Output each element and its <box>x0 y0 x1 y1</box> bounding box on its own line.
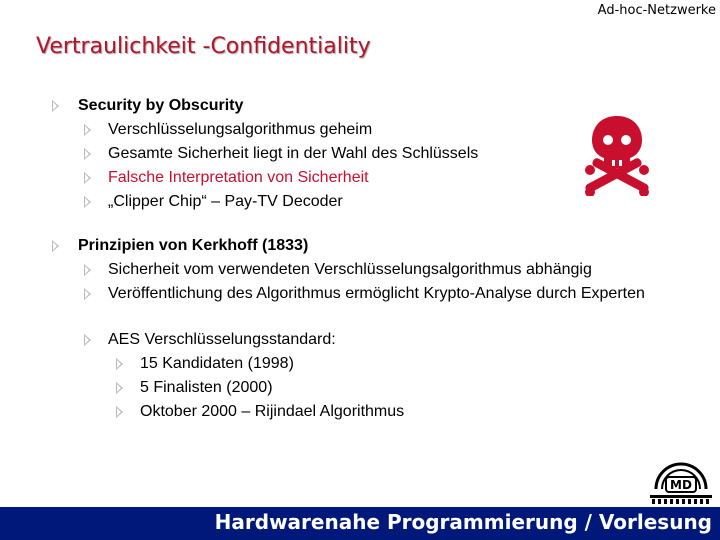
bullet-marker-icon <box>84 196 91 208</box>
sub-bullet <box>52 118 672 142</box>
bullet-text: Verschlüsselungsalgorithmus geheim <box>108 121 373 138</box>
bullet-kerkhoff <box>52 234 672 258</box>
bullet-marker-icon <box>116 406 123 418</box>
footer-title: Hardwarenahe Programmierung / Vorlesung <box>214 510 712 534</box>
bullet-marker-icon <box>84 124 91 136</box>
bullet-text: Prinzipien von Kerkhoff (1833) <box>78 237 309 254</box>
bullet-security-by-obscurity <box>52 94 672 118</box>
sub-bullet-aes <box>52 328 672 352</box>
header-label: Ad-hoc-Netzwerke <box>597 3 716 18</box>
spacer <box>52 306 672 328</box>
bullet-text: Oktober 2000 – Rijindael Algorithmus <box>140 403 405 420</box>
bullet-text: 5 Finalisten (2000) <box>140 379 273 396</box>
bullet-marker-icon <box>52 240 59 252</box>
slide-title: Vertraulichkeit -Confidentiality <box>36 34 371 59</box>
sub-bullet <box>52 142 672 166</box>
bullet-text: Security by Obscurity <box>78 97 244 114</box>
bullet-text: Sicherheit vom verwendeten Verschlüsselungsalgorithmus abhängig <box>108 261 592 278</box>
logo-text: MD <box>670 478 692 492</box>
skull-crossbones-icon <box>582 112 652 196</box>
bullet-text: AES Verschlüsselungsstandard: <box>108 331 336 348</box>
bullet-text: 15 Kandidaten (1998) <box>140 355 294 372</box>
sub-bullet-highlight <box>52 166 672 190</box>
sub-sub-bullet <box>52 376 672 400</box>
bullet-text: Gesamte Sicherheit liegt in der Wahl des Schlüssels <box>108 145 479 162</box>
sub-sub-bullet <box>52 352 672 376</box>
bullet-marker-icon <box>84 264 91 276</box>
footer-bar <box>0 507 720 540</box>
sub-bullet <box>52 190 672 214</box>
bullet-text: Falsche Interpretation von Sicherheit <box>108 169 369 186</box>
sub-bullet <box>52 282 672 306</box>
bullet-marker-icon <box>52 100 59 112</box>
bullet-marker-icon <box>116 358 123 370</box>
md-logo-icon <box>648 455 714 505</box>
bullet-marker-icon <box>84 172 91 184</box>
bullet-list <box>52 94 672 424</box>
bullet-marker-icon <box>84 148 91 160</box>
bullet-text: „Clipper Chip“ – Pay-TV Decoder <box>108 193 343 210</box>
sub-bullet <box>52 258 672 282</box>
bullet-marker-icon <box>116 382 123 394</box>
bullet-text: Veröffentlichung des Algorithmus ermöglicht Krypto-Analyse durch Experten <box>108 285 645 302</box>
spacer <box>52 214 672 234</box>
bullet-marker-icon <box>84 288 91 300</box>
sub-sub-bullet <box>52 400 672 424</box>
bullet-marker-icon <box>84 334 91 346</box>
